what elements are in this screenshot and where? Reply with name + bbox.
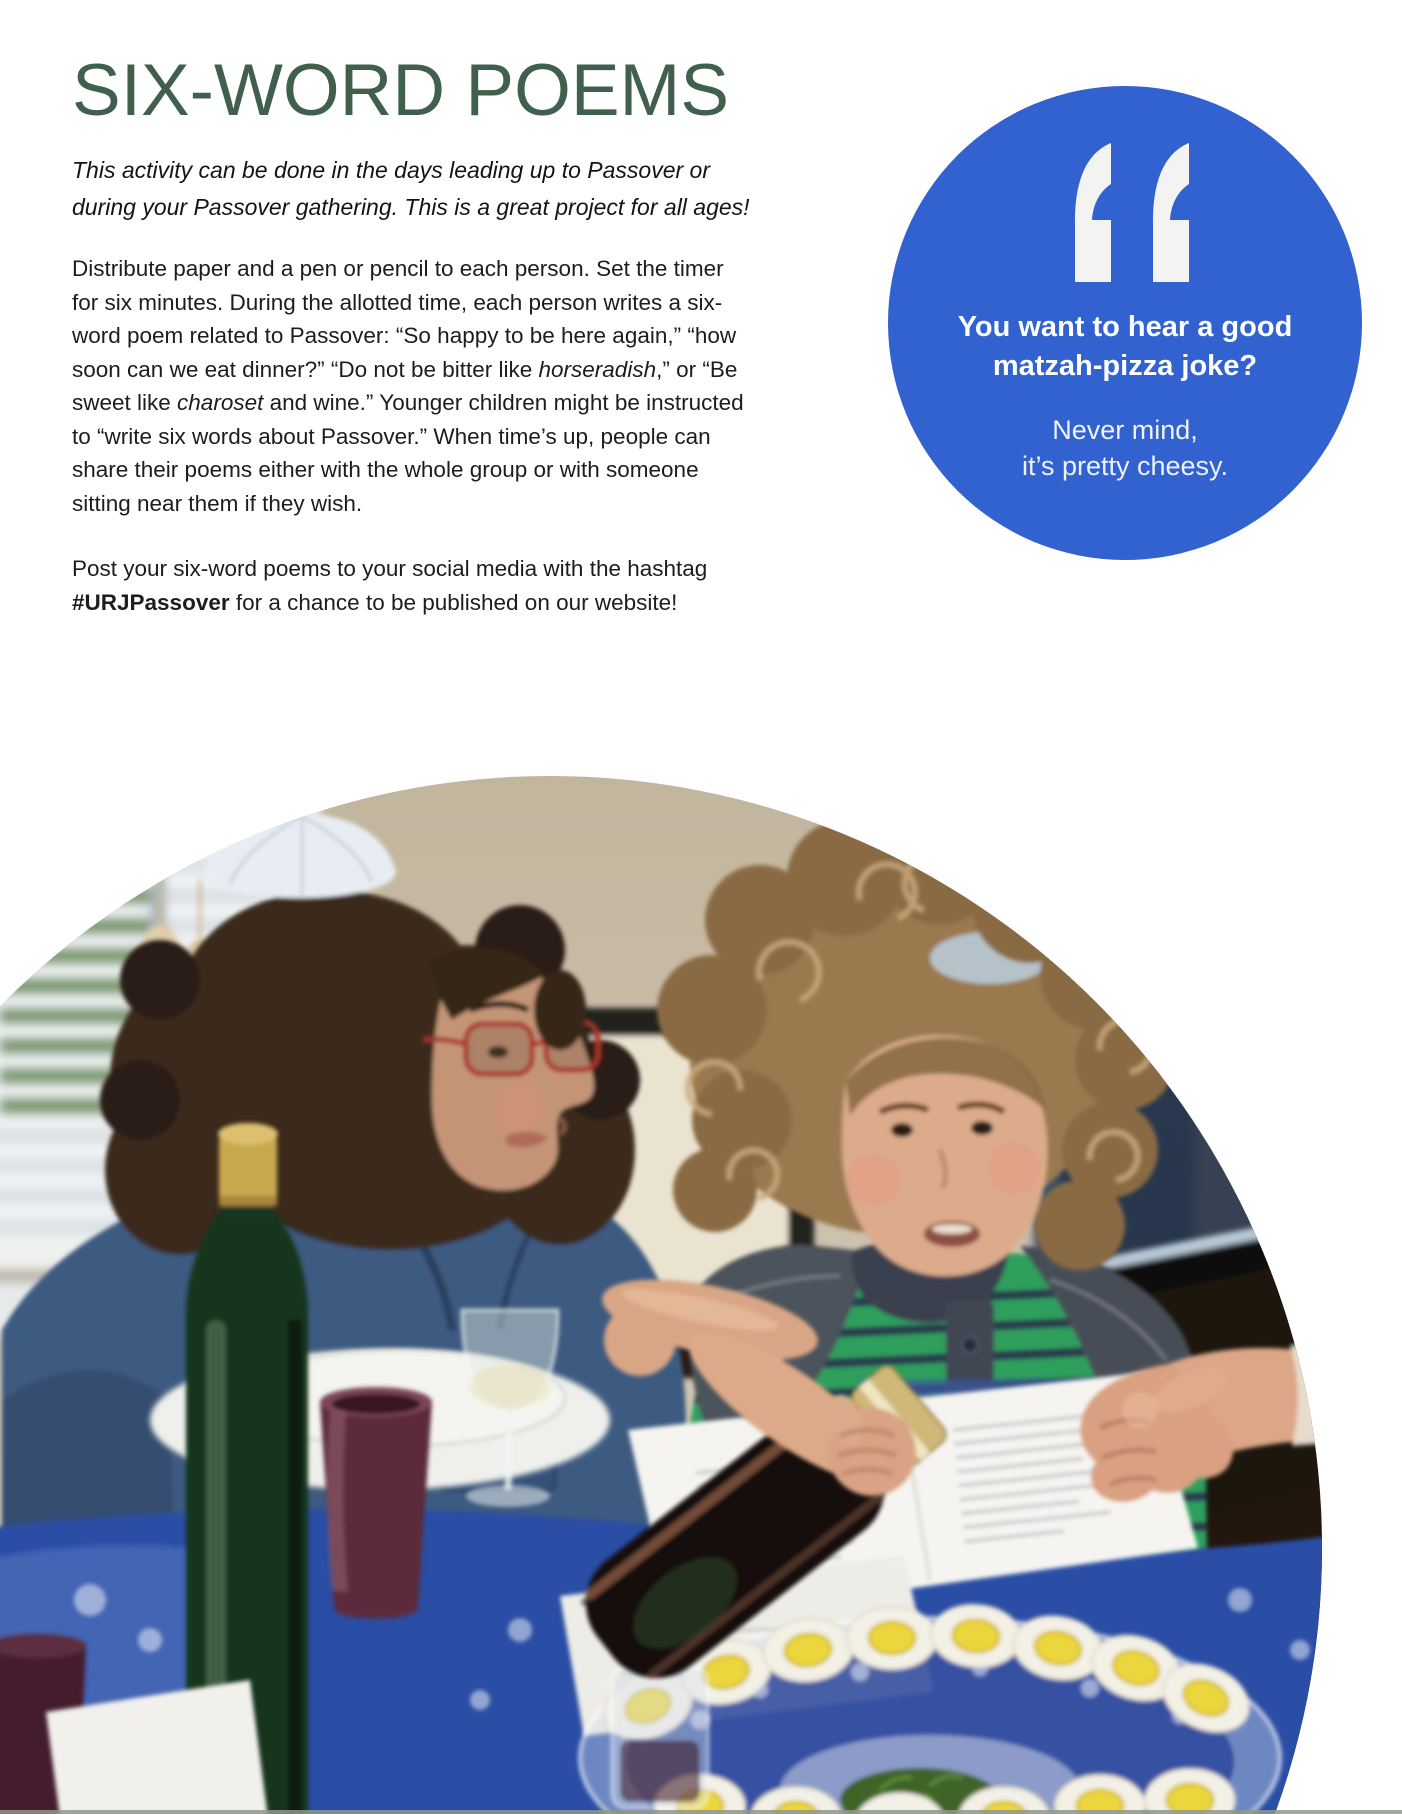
hashtag-paragraph: Post your six-word poems to your social media with the hashtag #URJPassover for a chance to be published on our website!: [72, 556, 708, 615]
instructions-paragraph: Distribute paper and a pen or pencil to each person. Set the timer for six minutes. During the allotted time, each person writes a six-word poem related to Passover: “So happy to be here again,” “how soon can we eat dinner?” “Do not be bitter like horseradish,” or “Be sweet like charoset and wine.” Younger children might be instructed to “write six words about Passover.” When time’s up, people can share their poems either with the whole group or with someone sitting near them if they wish.: [72, 256, 744, 516]
quote-line-2: matzah-pizza joke?: [992, 350, 1258, 382]
quote-bubble: [888, 86, 1362, 560]
page-bottom-rule: [0, 1810, 1402, 1814]
quote-line-3: Never mind,: [1052, 415, 1198, 445]
intro-paragraph: This activity can be done in the days leading up to Passover or during your Passover gathering. This is a great project for all ages!: [72, 157, 750, 220]
quote-line-1: You want to hear a good: [957, 311, 1293, 343]
purple-cup: [320, 1387, 432, 1619]
quotation-mark-icon: [1045, 142, 1205, 292]
juice-glass: [612, 1668, 708, 1808]
text-column: [72, 50, 792, 619]
quote-line-4: it’s pretty cheesy.: [1021, 451, 1229, 481]
page-title: SIX-WORD POEMS: [72, 50, 730, 131]
